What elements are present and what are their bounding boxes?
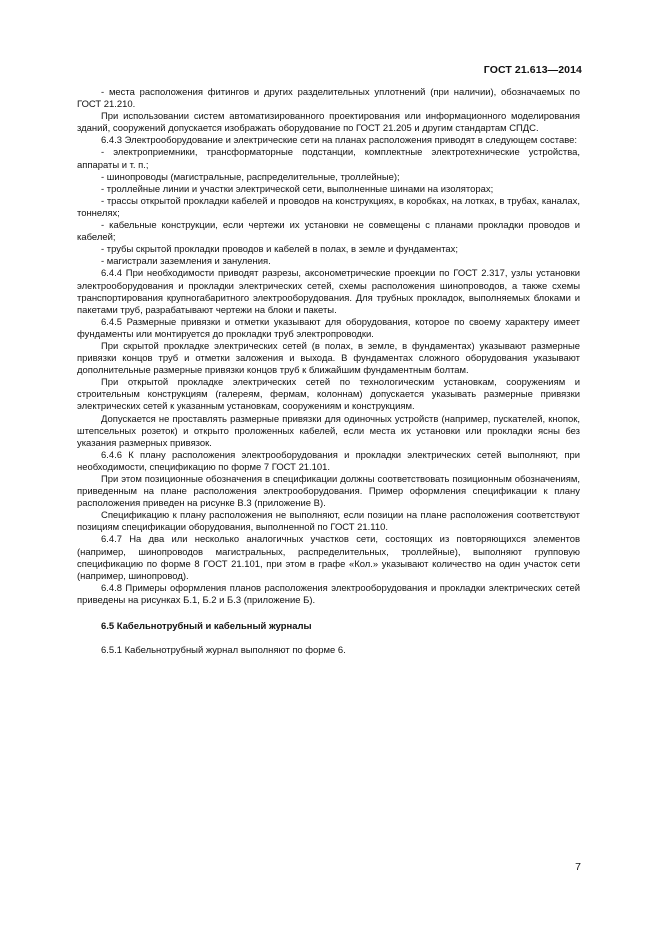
paragraph: 6.4.8 Примеры оформления планов расположения электрооборудования и прокладки электрических сетей приведены на рисунках Б.1, Б.2 и Б.3 (приложение Б). xyxy=(77,582,580,606)
list-item: - шинопроводы (магистральные, распределительные, троллейные); xyxy=(101,171,400,183)
paragraph: При использовании систем автоматизированного проектирования или информационного моделирования зданий, сооружений допускается изображать оборудование по ГОСТ 21.205 и другим стандартам СПДС. xyxy=(77,111,580,135)
paragraph: - места расположения фитингов и других разделительных уплотнений (при наличии), обозначаемых по ГОСТ 21.210. xyxy=(77,87,580,111)
spacer xyxy=(77,633,580,645)
list-item: - электроприемники, трансформаторные подстанции, комплектные электротехнические устройства, аппараты и т. п.; xyxy=(77,147,580,171)
paragraph: При скрытой прокладке электрических сетей (в полах, в земле, в фундаментах) указывают размерные привязки концов труб и отметки заложения и выхода. В фундаментах сложного оборудования указывают дополнительные размерные привязки концов труб к ближайшим фундаментным болтам. xyxy=(77,340,580,377)
paragraph: Спецификацию к плану расположения не выполняют, если позиции на плане расположения соответствуют позициям спецификации оборудования, выполненной по ГОСТ 21.110. xyxy=(77,510,580,534)
list-item: - трубы скрытой прокладки проводов и кабелей в полах, в земле и фундаментах; xyxy=(101,244,459,256)
document-body xyxy=(77,87,580,657)
paragraph: 6.5.1 Кабельнотрубный журнал выполняют по форме 6. xyxy=(101,645,346,657)
paragraph: 6.4.6 К плану расположения электрооборудования и прокладки электрических сетей выполняют, при необходимости, спецификацию по форме 7 ГОСТ 21.101. xyxy=(77,449,580,473)
paragraph: Допускается не проставлять размерные привязки для одиночных устройств (например, пускателей, кнопок, штепсельных розеток) и открыто проложенных кабелей, если места их установки или прокладки ясны без указания размерных привязок. xyxy=(77,413,580,449)
paragraph: 6.4.7 На два или несколько аналогичных участков сети, состоящих из повторяющихся элементов (например, шинопроводов магистральных, распределительных, троллейные), выполняют групповую спецификацию по форме 8 ГОСТ 21.101, при этом в графе «Кол.» указывают количество на один участок сети (например, шинопровод). xyxy=(77,534,580,582)
paragraph: 6.4.5 Размерные привязки и отметки указывают для оборудования, которое по своему характеру имеет фундаменты или монтируется до прокладки труб электропроводки. xyxy=(77,316,580,340)
paragraph: 6.4.4 При необходимости приводят разрезы, аксонометрические проекции по ГОСТ 2.317, узлы установки электрооборудования и прокладки электрических сетей, схемы расположения шинопроводов, а также схемы транспортирования крупногабаритного электрооборудования. Для трубных прокладок, выполняемых блоками и пакетами труб, разрабатывают чертежи на блоки и пакеты. xyxy=(77,268,580,316)
paragraph: При этом позиционные обозначения в спецификации должны соответствовать позиционным обозначениям, приведенным на плане расположения электрооборудования. Пример оформления спецификации к плану расположения приведен на рисунке В.3 (приложение В). xyxy=(77,474,580,510)
page-number: 7 xyxy=(575,861,581,873)
standard-code-header: ГОСТ 21.613—2014 xyxy=(483,64,582,76)
list-item: - кабельные конструкции, если чертежи их установки не совмещены с планами прокладки проводов и кабелей; xyxy=(77,220,580,244)
list-item: - магистрали заземления и зануления. xyxy=(101,256,271,268)
list-item: - трассы открытой прокладки кабелей и проводов на конструкциях, в коробках, на лотках, в трубах, каналах, тоннелях; xyxy=(77,195,580,219)
spacer xyxy=(77,607,580,621)
section-heading: 6.5 Кабельнотрубный и кабельный журналы xyxy=(101,621,312,633)
list-item: - троллейные линии и участки электрической сети, выполненные шинами на изоляторах; xyxy=(101,183,494,195)
paragraph: При открытой прокладке электрических сетей по технологическим установкам, сооружениям и строительным конструкциям (галереям, фермам, колоннам) допускается указывать размерные привязки электрических сетей к указанным установкам, сооружениям и конструкциям. xyxy=(77,377,580,413)
paragraph: 6.4.3 Электрооборудование и электрические сети на планах расположения приводят в следующем составе: xyxy=(101,135,578,147)
